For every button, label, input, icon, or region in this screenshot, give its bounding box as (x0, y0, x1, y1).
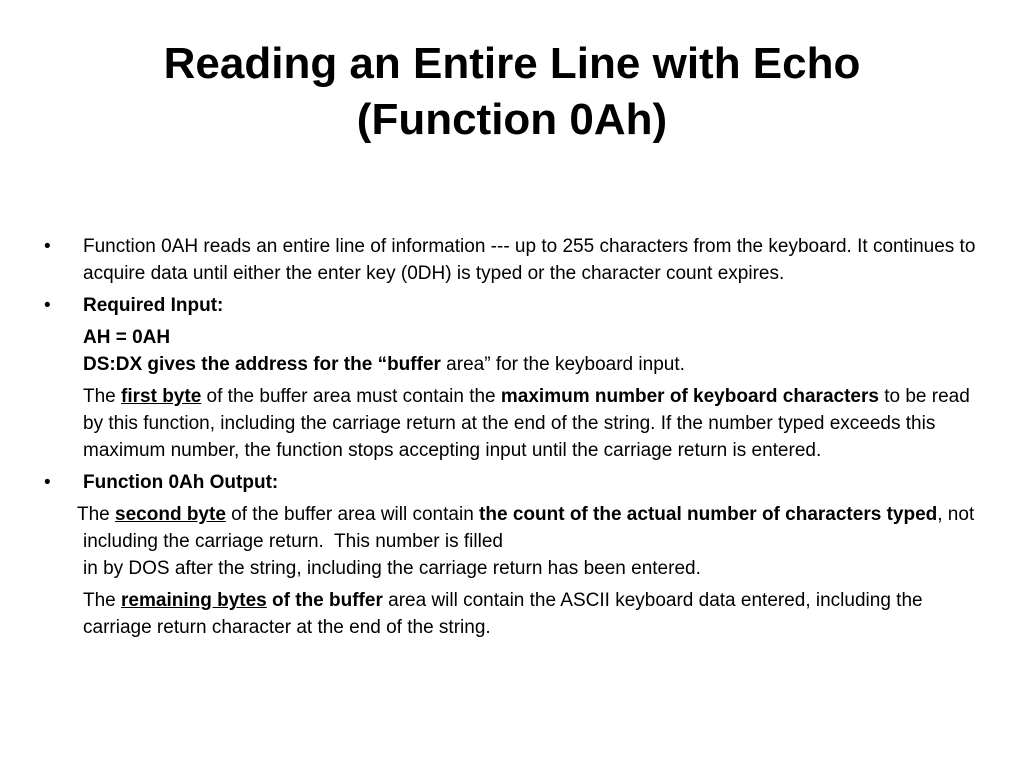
first-byte-term: first byte (121, 386, 202, 407)
remaining-bytes-paragraph: The remaining bytes of the buffer area will contain the ASCII keyboard data entered, including the carriage return character at the end of the string. (83, 590, 923, 638)
function-output-label: Function 0Ah Output: (83, 472, 279, 493)
first-byte-paragraph: The first byte of the buffer area must contain the maximum number of keyboard characters to be read by this function, including the carriage return at the end of the string. If the number typed exceeds this maximum number, the function stops accepting input until the carriage return is entered. (83, 386, 970, 461)
slide-title (60, 36, 964, 148)
bullet-text: Function 0AH reads an entire line of information --- up to 255 characters from the keyboard. It continues to acquire data until either the enter key (0DH) is typed or the character count expires. (83, 236, 976, 284)
bullet-dot: • (44, 295, 51, 316)
slide-content (44, 233, 984, 646)
ah-line: AH = 0AH (83, 327, 171, 348)
max-chars-term: maximum number of keyboard characters (500, 386, 879, 407)
second-byte-paragraph: The second byte of the buffer area will contain the count of the actual number of characters typed, not including the carriage return. This number is filled in by DOS after the string, including the carriage return has been entered. (44, 501, 984, 582)
bullet-dot: • (44, 236, 51, 257)
required-input-registers (44, 324, 984, 378)
title-line-1: Reading an Entire Line with Echo (163, 39, 861, 88)
bullet-required-input (44, 292, 984, 319)
bullet-function-description (44, 233, 984, 287)
second-byte-term: second byte (115, 504, 226, 525)
dsdx-line: DS:DX gives the address for the “buffer area” for the keyboard input. (83, 354, 685, 375)
bullet-dot: • (44, 472, 51, 493)
count-term: the count of the actual number of characters typed (479, 504, 938, 525)
second-byte-line-3: in by DOS after the string, including the carriage return has been entered. (83, 558, 701, 579)
remaining-bytes-term: remaining bytes (121, 590, 267, 611)
title-line-2: (Function 0Ah) (356, 95, 668, 144)
required-input-label: Required Input: (83, 295, 224, 316)
bullet-function-output (44, 469, 984, 496)
